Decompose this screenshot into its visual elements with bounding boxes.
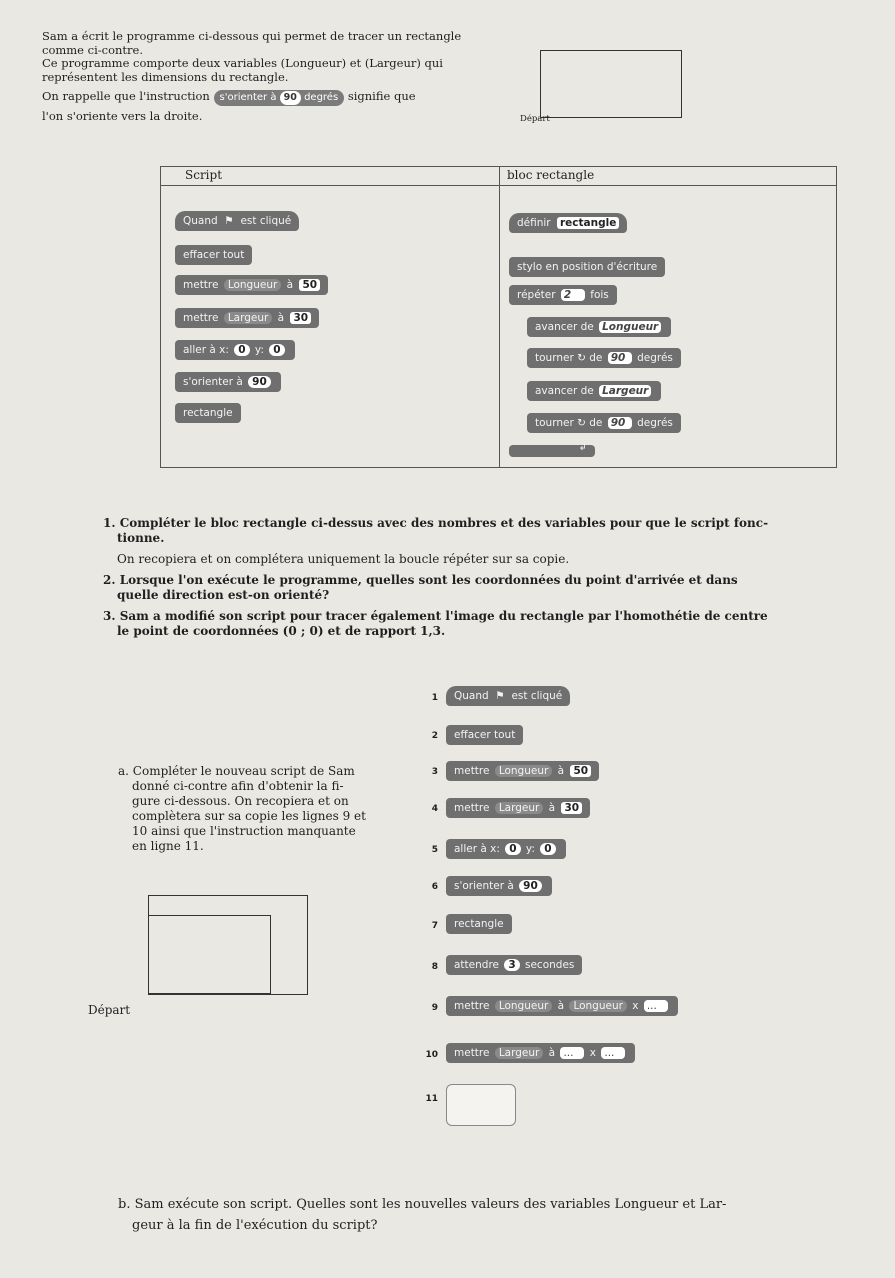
block-label: y: bbox=[254, 344, 264, 356]
block-label: de bbox=[589, 417, 603, 429]
rectangle-call-block bbox=[175, 403, 241, 423]
set-largeur-block bbox=[446, 798, 590, 818]
block-label: à bbox=[286, 279, 294, 291]
set-largeur-scaled-block bbox=[446, 1043, 635, 1063]
empty-block-slot bbox=[446, 1084, 516, 1126]
rectangle-call-block bbox=[446, 914, 512, 934]
line-number: 3 bbox=[431, 767, 438, 777]
blank-field: ... bbox=[560, 1047, 584, 1059]
define-block bbox=[509, 213, 627, 233]
clear-block bbox=[175, 245, 252, 265]
question-1 bbox=[103, 516, 783, 546]
bloc-header: bloc rectangle bbox=[507, 168, 595, 182]
intro-text-part: On rappelle que l'instruction bbox=[42, 89, 210, 103]
line-number: 4 bbox=[431, 804, 438, 814]
block-label: fois bbox=[590, 289, 609, 301]
question-text: a. Compléter le nouveau script de Sam bbox=[118, 764, 355, 778]
question-text: donné ci-contre afin d'obtenir la fi- bbox=[132, 779, 344, 793]
question-3b bbox=[118, 1194, 838, 1236]
block-label: mettre bbox=[454, 802, 490, 814]
line-number: 8 bbox=[431, 962, 438, 972]
block-value: 50 bbox=[299, 279, 320, 291]
block-label: s'orienter à bbox=[183, 376, 243, 388]
block-label: mettre bbox=[183, 279, 219, 291]
intro-line bbox=[42, 90, 512, 106]
question-text: quelle direction est-on orienté? bbox=[117, 588, 330, 602]
questions bbox=[103, 516, 783, 645]
depart-label: Départ bbox=[520, 114, 550, 124]
orienter-block-inline bbox=[214, 90, 345, 106]
block-value: 90 bbox=[280, 91, 301, 105]
block-label: secondes bbox=[525, 959, 575, 971]
block-value: 0 bbox=[269, 344, 284, 356]
question-text: 3. Sam a modifié son script pour tracer également l'image du rectangle par l'homothétie de centre bbox=[103, 609, 768, 623]
intro-line: Ce programme comporte deux variables (Longueur) et (Largeur) qui bbox=[42, 56, 443, 70]
question-text: complètera sur sa copie les lignes 9 et bbox=[132, 809, 366, 823]
block-label: à bbox=[548, 1047, 556, 1059]
block-label: à bbox=[548, 802, 556, 814]
operator-label: x bbox=[632, 1000, 639, 1012]
block-value: 0 bbox=[505, 843, 520, 855]
question-text: b. Sam exécute son script. Quelles sont les nouvelles valeurs des variables Longueur et Lar- bbox=[118, 1197, 727, 1212]
block-label: y: bbox=[525, 843, 535, 855]
block-label: à bbox=[277, 312, 285, 324]
intro-text-part: signifie que bbox=[347, 89, 416, 103]
block-label: est cliqué bbox=[511, 690, 563, 702]
variable-dropdown: Largeur bbox=[495, 1047, 544, 1059]
block-value: 0 bbox=[540, 843, 555, 855]
handwritten-value: 2 bbox=[561, 289, 585, 301]
variable-dropdown: Longueur bbox=[495, 1000, 553, 1012]
handwritten-value: Longueur bbox=[599, 321, 661, 333]
intro-line: l'on s'oriente vers la droite. bbox=[42, 108, 203, 123]
turn-right-icon: ↻ bbox=[577, 352, 586, 364]
block-label: effacer tout bbox=[454, 729, 516, 741]
turn-block-2 bbox=[527, 413, 681, 433]
block-label: répéter bbox=[517, 289, 556, 301]
variable-dropdown: Largeur bbox=[224, 312, 273, 324]
goto-block bbox=[446, 839, 566, 859]
set-longueur-scaled-block bbox=[446, 996, 678, 1016]
block-label: aller à x: bbox=[454, 843, 500, 855]
line-number: 5 bbox=[431, 845, 438, 855]
question-3a bbox=[118, 764, 410, 854]
green-flag-icon: ⚑ bbox=[221, 215, 238, 227]
blank-field: ... bbox=[644, 1000, 668, 1012]
table-header-line bbox=[161, 185, 836, 186]
question-text: tionne. bbox=[117, 531, 165, 545]
block-value: 30 bbox=[290, 312, 311, 324]
block-label: est cliqué bbox=[240, 215, 292, 227]
question-text: en ligne 11. bbox=[132, 839, 204, 853]
line-number: 1 bbox=[431, 693, 438, 703]
block-value: 90 bbox=[248, 376, 271, 388]
original-rectangle bbox=[148, 915, 271, 994]
block-label: degrés bbox=[304, 92, 339, 103]
block-label: avancer de bbox=[535, 321, 594, 333]
move-block-1 bbox=[527, 317, 671, 337]
goto-block bbox=[175, 340, 295, 360]
block-label: avancer de bbox=[535, 385, 594, 397]
when-flag-block bbox=[446, 686, 570, 706]
intro-line: Sam a écrit le programme ci-dessous qui permet de tracer un rectangle bbox=[42, 29, 462, 43]
pen-down-block bbox=[509, 257, 665, 277]
variable-reporter: Longueur bbox=[569, 1000, 627, 1012]
question-text: gure ci-dessous. On recopiera et on bbox=[132, 794, 349, 808]
block-label: aller à x: bbox=[183, 344, 229, 356]
question-text: 1. Compléter le bloc rectangle ci-dessus avec des nombres et des variables pour que le script fonc- bbox=[103, 516, 769, 530]
block-label: mettre bbox=[454, 1000, 490, 1012]
question-text: 10 ainsi que l'instruction manquante bbox=[132, 824, 356, 838]
rectangle-figure bbox=[540, 50, 682, 118]
intro-line: représentent les dimensions du rectangle. bbox=[42, 69, 289, 84]
block-label: mettre bbox=[454, 765, 490, 777]
block-label: degrés bbox=[637, 417, 673, 429]
handwritten-value: Largeur bbox=[599, 385, 651, 397]
block-label: à bbox=[557, 765, 565, 777]
block-label: de bbox=[589, 352, 603, 364]
block-value: 0 bbox=[234, 344, 249, 356]
set-largeur-block bbox=[175, 308, 319, 328]
block-label: s'orienter à bbox=[454, 880, 514, 892]
block-label: Quand bbox=[183, 215, 218, 227]
block-label: rectangle bbox=[183, 407, 233, 419]
turn-block-1 bbox=[527, 348, 681, 368]
question-3 bbox=[103, 609, 783, 639]
question-2 bbox=[103, 573, 783, 603]
script-header: Script bbox=[185, 168, 223, 182]
question-text: geur à la fin de l'exécution du script? bbox=[132, 1218, 378, 1233]
block-value: rectangle bbox=[557, 217, 619, 229]
table-divider bbox=[499, 167, 500, 467]
question-text: 2. Lorsque l'on exécute le programme, quelles sont les coordonnées du point d'arrivée et dans bbox=[103, 573, 738, 587]
repeat-end-block bbox=[509, 442, 595, 457]
blank-field: ... bbox=[601, 1047, 625, 1059]
intro-text bbox=[42, 30, 512, 123]
orient-block bbox=[175, 372, 281, 392]
block-label: degrés bbox=[637, 352, 673, 364]
block-label: effacer tout bbox=[183, 249, 245, 261]
set-longueur-block bbox=[175, 275, 328, 295]
block-value: 90 bbox=[519, 880, 542, 892]
loop-arrow-icon: ↲ bbox=[578, 442, 587, 453]
line-number: 2 bbox=[431, 731, 438, 741]
block-value: 3 bbox=[504, 959, 519, 971]
block-label: attendre bbox=[454, 959, 499, 971]
block-label: rectangle bbox=[454, 918, 504, 930]
variable-dropdown: Largeur bbox=[495, 802, 544, 814]
block-label: définir bbox=[517, 217, 551, 229]
orient-block bbox=[446, 876, 552, 896]
intro-line: comme ci-contre. bbox=[42, 42, 143, 57]
repeat-block bbox=[509, 285, 617, 305]
set-longueur-block bbox=[446, 761, 599, 781]
block-value: 30 bbox=[561, 802, 582, 814]
line-number: 9 bbox=[431, 1003, 438, 1013]
block-label: s'orienter à bbox=[219, 92, 277, 103]
line-number: 11 bbox=[425, 1094, 438, 1104]
block-label: Quand bbox=[454, 690, 489, 702]
line-number: 7 bbox=[431, 921, 438, 931]
line-number: 6 bbox=[431, 882, 438, 892]
block-value: 50 bbox=[570, 765, 591, 777]
green-flag-icon: ⚑ bbox=[492, 690, 509, 702]
depart-label: Départ bbox=[88, 1003, 131, 1017]
question-1-note: On recopiera et on complétera uniquement la boucle répéter sur sa copie. bbox=[117, 552, 570, 566]
when-flag-block bbox=[175, 211, 299, 231]
clear-block bbox=[446, 725, 523, 745]
turn-right-icon: ↻ bbox=[577, 417, 586, 429]
move-block-2 bbox=[527, 381, 661, 401]
handwritten-value: 90 bbox=[608, 417, 632, 429]
block-label: mettre bbox=[183, 312, 219, 324]
variable-dropdown: Longueur bbox=[495, 765, 553, 777]
question-text: le point de coordonnées (0 ; 0) et de rapport 1,3. bbox=[117, 624, 446, 638]
script-table bbox=[160, 166, 837, 468]
block-label: mettre bbox=[454, 1047, 490, 1059]
block-label: tourner bbox=[535, 417, 574, 429]
line-number: 10 bbox=[425, 1050, 438, 1060]
block-label: à bbox=[557, 1000, 565, 1012]
wait-block bbox=[446, 955, 582, 975]
block-label: stylo en position d'écriture bbox=[517, 261, 658, 273]
handwritten-value: 90 bbox=[608, 352, 632, 364]
variable-dropdown: Longueur bbox=[224, 279, 282, 291]
block-label: tourner bbox=[535, 352, 574, 364]
operator-label: x bbox=[589, 1047, 597, 1059]
